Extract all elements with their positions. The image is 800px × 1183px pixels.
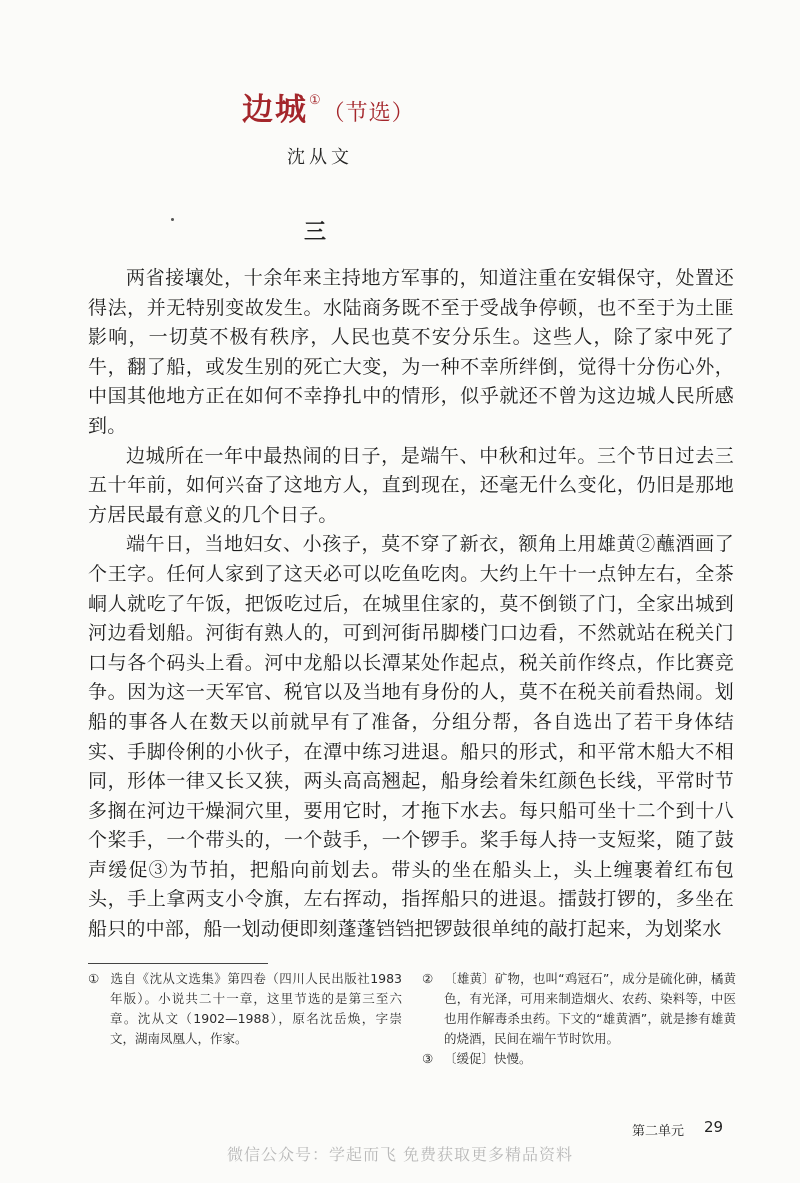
paragraph: 端午日，当地妇女、小孩子，莫不穿了新衣，额角上用雄黄②蘸酒画了个王字。任何人家到了这天必可以吃鱼吃肉。大约上午十一点钟左右，全茶峒人就吃了午饭，把饭吃过后，在城里住家的，莫不倒锁了门，全家出城到河边看划船。河街有熟人的，可到河街吊脚楼门口边看，不然就站在税关门口与各个码头上看。河中龙船以长潭某处作起点，税关前作终点，作比赛竞争。因为这一天军官、税官以及当地有身份的人，莫不在税关前看热闹。划船的事各人在数天以前就早有了准备，分组分帮，各自选出了若干身体结实、手脚伶俐的小伙子，在潭中练习进退。船只的形式，和平常木船大不相同，形体一律又长又狭，两头高高翘起，船身绘着朱红颜色长线，平常时节多搁在河边干燥洞穴里，要用它时，才拖下水去。每只船可坐十二个到十八个桨手，一个带头的，一个鼓手，一个锣手。桨手每人持一支短桨，随了鼓声缓促③为节拍，把船向前划去。带头的坐在船头上，头上缠裹着红布包头，手上拿两支小令旗，左右挥动，指挥船只的进退。擂鼓打锣的，多坐在船只的中部，船一划动便即刻蓬蓬铛铛把锣鼓很单纯的敲打起来，为划桨水 <box>88 533 734 941</box>
title-subtitle: （节选） <box>322 101 415 126</box>
title-main: 边城 <box>242 92 308 128</box>
footnote-item <box>422 969 736 1049</box>
watermark-text: 微信公众号：学起而飞 免费获取更多精品资料 <box>226 1145 574 1164</box>
footnote-item <box>422 1049 736 1069</box>
footnote-item <box>88 969 402 1049</box>
footnote-text: 〔缓促〕快慢。 <box>444 1051 532 1066</box>
decorative-dot <box>171 218 174 221</box>
section-heading: 三 <box>304 220 327 245</box>
footnotes <box>88 969 736 1069</box>
page-title <box>242 84 415 129</box>
footnote-divider <box>88 963 268 964</box>
title-footnote-mark[interactable]: ① <box>309 93 321 108</box>
footnote-number: ② <box>422 971 434 986</box>
body-text <box>88 264 734 945</box>
page-number: 29 <box>704 1118 724 1136</box>
paragraph: 边城所在一年中最热闹的日子，是端午、中秋和过年。三个节日过去三五十年前，如何兴奋了这地方人，直到现在，还毫无什么变化，仍旧是那地方居民最有意义的几个日子。 <box>88 444 734 526</box>
author-name: 沈从文 <box>287 147 353 168</box>
footnote-text: 选自《沈从文选集》第四卷（四川人民出版社1983年版）。小说共二十一章，这里节选的是第三至六章。沈从文（1902—1988），原名沈岳焕，字崇文，湖南凤凰人，作家。 <box>110 971 402 1046</box>
paragraph: 两省接壤处，十余年来主持地方军事的，知道注重在安辑保守，处置还得法，并无特别变故发生。水陆商务既不至于受战争停顿，也不至于为土匪影响，一切莫不极有秩序，人民也莫不安分乐生。这些人，除了家中死了牛，翻了船，或发生别的死亡大变，为一种不幸所绊倒，觉得十分伤心外，中国其他地方正在如何不幸挣扎中的情形，似乎就还不曾为这边城人民所感到。 <box>88 267 734 437</box>
footnote-number: ③ <box>422 1051 434 1066</box>
footnote-number: ① <box>88 971 100 986</box>
footnote-text: 〔雄黄〕矿物，也叫“鸡冠石”，成分是硫化砷，橘黄色，有光泽，可用来制造烟火、农药、染料等，中医也用作解毒杀虫药。下文的“雄黄酒”，就是掺有雄黄的烧酒，民间在端午节时饮用。 <box>444 971 736 1046</box>
footer-unit-label: 第二单元 <box>632 1124 685 1139</box>
